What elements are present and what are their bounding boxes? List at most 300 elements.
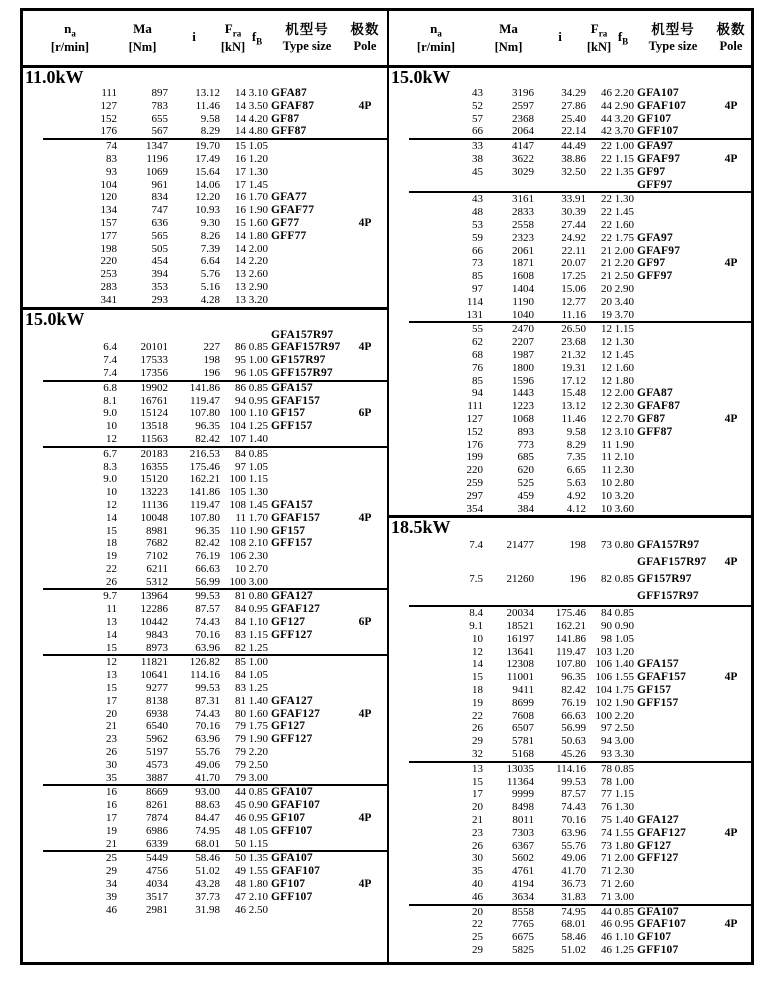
spec-row <box>23 179 387 192</box>
type-size-cell: GF107 <box>637 112 672 125</box>
spec-row <box>389 179 751 192</box>
pole-cell <box>712 336 750 349</box>
fra-cell: 95 <box>235 354 246 367</box>
type-size-label-en: Type size <box>648 38 698 53</box>
spec-block <box>23 448 387 589</box>
type-size-cell: GFF157R97 <box>271 366 333 379</box>
na-cell: 45 <box>472 165 483 178</box>
ma-cell: 1040 <box>512 308 534 321</box>
fra-cell: 12 <box>601 412 612 425</box>
ma-cell: 20101 <box>140 341 168 354</box>
pole-cell <box>346 395 384 408</box>
fb-cell: 0.90 <box>248 799 268 812</box>
pole-cell <box>712 387 750 400</box>
spec-row <box>389 891 751 904</box>
na-cell: 68 <box>472 348 483 361</box>
ma-cell: 1987 <box>512 348 534 361</box>
fb-cell: 1.25 <box>614 944 634 957</box>
col-header-na <box>51 21 89 54</box>
fra-cell: 98 <box>601 632 612 645</box>
ratio-cell: 26.50 <box>561 323 586 336</box>
spec-row <box>389 827 751 840</box>
fb-cell: 1.10 <box>614 931 634 944</box>
na-cell: 8.1 <box>103 394 117 407</box>
spec-row <box>389 193 751 206</box>
type-size-cell: GFAF157 <box>271 394 321 407</box>
fra-cell: 12 <box>601 323 612 336</box>
ratio-cell: 15.06 <box>561 282 586 295</box>
na-cell: 13 <box>106 669 117 682</box>
fb-cell: 1.00 <box>248 656 268 669</box>
fra-cell: 78 <box>601 775 612 788</box>
ratio-cell: 9.58 <box>200 112 220 125</box>
type-size-cell: GFAF97 <box>637 244 681 257</box>
pole-cell <box>712 87 750 100</box>
ma-cell: 7765 <box>512 918 534 931</box>
na-cell: 220 <box>466 464 483 477</box>
pole-cell <box>712 270 750 283</box>
ma-cell: 1068 <box>512 412 534 425</box>
ma-cell: 459 <box>517 489 534 502</box>
ratio-cell: 30.39 <box>561 206 586 219</box>
type-size-cell <box>634 336 712 349</box>
ratio-cell: 70.16 <box>195 628 220 641</box>
pole-cell: 4P <box>724 152 738 165</box>
fb-cell: 2.10 <box>248 537 268 550</box>
spec-row <box>23 407 387 420</box>
fra-cell: 21 <box>601 244 612 257</box>
spec-row <box>389 113 751 126</box>
pole-cell <box>712 140 750 153</box>
ma-cell: 2470 <box>512 323 534 336</box>
na-cell: 25 <box>106 852 117 865</box>
type-size-cell <box>634 735 712 748</box>
fra-cell: 44 <box>601 112 612 125</box>
fb-cell: 2.80 <box>614 476 634 489</box>
spec-block <box>389 140 751 191</box>
na-cell: 26 <box>106 746 117 759</box>
na-cell: 29 <box>472 944 483 957</box>
type-size-cell: GF127 <box>637 839 672 852</box>
spec-row <box>23 255 387 268</box>
fb-cell: 1.55 <box>614 671 634 684</box>
fb-cell: 2.00 <box>614 244 634 257</box>
spec-block <box>389 87 751 138</box>
ma-cell: 2558 <box>512 218 534 231</box>
fra-cell: 83 <box>235 682 246 695</box>
ratio-cell: 82.42 <box>561 684 586 697</box>
fra-cell: 84 <box>235 447 246 460</box>
ratio-cell: 9.30 <box>200 216 220 229</box>
type-size-cell: GFA127 <box>637 814 679 827</box>
spec-row <box>23 576 387 589</box>
type-size-cell: GFAF87 <box>637 400 681 413</box>
ma-cell: 3887 <box>146 771 168 784</box>
ratio-cell: 17.12 <box>561 374 586 387</box>
type-size-cell <box>634 763 712 776</box>
type-size-cell: GFAF157R97 <box>271 341 341 354</box>
ratio-symbol: i <box>192 28 196 44</box>
ratio-cell: 5.16 <box>200 280 220 293</box>
ratio-cell: 23.68 <box>561 336 586 349</box>
type-size-cell <box>268 486 346 499</box>
ma-cell: 21477 <box>506 539 534 552</box>
na-cell: 111 <box>467 400 483 413</box>
col-header-ma <box>129 21 157 54</box>
spec-row <box>23 499 387 512</box>
type-size-cell <box>268 669 346 682</box>
ratio-cell: 162.21 <box>555 620 586 633</box>
fb-cell: 1.45 <box>248 498 268 511</box>
type-size-cell <box>268 563 346 576</box>
spec-row <box>23 825 387 838</box>
fra-cell: 22 <box>601 165 612 178</box>
pole-cell <box>346 733 384 746</box>
pole-cell: 4P <box>724 918 738 931</box>
type-size-cell <box>634 296 712 309</box>
ma-cell: 8498 <box>512 801 534 814</box>
ma-cell: 1800 <box>512 361 534 374</box>
ma-cell: 1223 <box>512 400 534 413</box>
fb-cell: 0.95 <box>248 603 268 616</box>
ma-cell: 7303 <box>512 826 534 839</box>
ma-cell: 7682 <box>146 537 168 550</box>
fb-cell: 2.60 <box>614 878 634 891</box>
na-cell: 29 <box>472 735 483 748</box>
pole-cell <box>712 944 750 957</box>
fra-cell: 84 <box>601 607 612 620</box>
ma-cell: 6367 <box>512 839 534 852</box>
na-cell: 10 <box>106 420 117 433</box>
type-size-cell <box>268 243 346 256</box>
fb-cell: 1.90 <box>614 438 634 451</box>
pole-cell <box>346 87 384 100</box>
ma-cell: 5197 <box>146 746 168 759</box>
type-size-cell: GFF107 <box>271 824 313 837</box>
fb-cell: 1.05 <box>248 460 268 473</box>
ma-cell: 6938 <box>146 707 168 720</box>
na-cell: 62 <box>472 336 483 349</box>
na-cell: 131 <box>466 308 483 321</box>
pole-cell <box>346 486 384 499</box>
fb-cell: 1.80 <box>248 878 268 891</box>
ma-cell: 394 <box>151 268 168 281</box>
ma-cell: 6675 <box>512 931 534 944</box>
spec-row <box>389 620 751 633</box>
ma-cell: 2597 <box>512 99 534 112</box>
pole-cell <box>346 629 384 642</box>
spec-row <box>23 473 387 486</box>
type-size-cell: GF157 <box>271 524 306 537</box>
ratio-cell: 58.46 <box>195 852 220 865</box>
type-size-cell: GFA107 <box>637 905 679 918</box>
fra-cell: 12 <box>601 425 612 438</box>
type-size-cell: GF107 <box>271 878 306 891</box>
fb-cell: 2.20 <box>248 255 268 268</box>
spec-row <box>389 646 751 659</box>
ma-cell: 4756 <box>146 865 168 878</box>
spec-row <box>23 217 387 230</box>
fb-cell: 0.85 <box>614 905 634 918</box>
na-cell <box>389 588 483 605</box>
fra-cell: 50 <box>235 852 246 865</box>
spec-row <box>23 720 387 733</box>
spec-row <box>389 684 751 697</box>
ma-cell: 16355 <box>140 460 168 473</box>
fb-cell: 1.30 <box>248 486 268 499</box>
type-size-cell <box>268 294 346 307</box>
fra-cell: 108 <box>229 537 246 550</box>
fb-cell: 1.15 <box>248 837 268 850</box>
fra-cell: 11 <box>601 451 612 464</box>
type-size-cell <box>268 656 346 669</box>
na-cell: 15 <box>106 524 117 537</box>
fra-cell: 82 <box>601 573 612 586</box>
ma-cell: 8973 <box>146 641 168 654</box>
ma-cell: 2061 <box>512 244 534 257</box>
spec-row <box>23 382 387 395</box>
ratio-cell: 9.58 <box>566 425 586 438</box>
ma-cell: 6540 <box>146 720 168 733</box>
spec-block <box>23 329 387 380</box>
fb-cell: 1.25 <box>248 682 268 695</box>
fra-cell: 20 <box>601 295 612 308</box>
pole-cell <box>346 695 384 708</box>
fb-cell <box>612 554 634 571</box>
fb-cell: 1.55 <box>248 865 268 878</box>
ratio-cell: 119.47 <box>556 645 586 658</box>
type-size-cell: GFF77 <box>271 229 307 242</box>
na-cell: 259 <box>466 476 483 489</box>
na-cell: 21 <box>106 720 117 733</box>
type-size-cell <box>634 776 712 789</box>
ratio-cell: 36.73 <box>561 878 586 891</box>
type-size-cell: GFF107 <box>271 890 313 903</box>
spec-row <box>389 362 751 375</box>
ratio-cell: 38.86 <box>561 152 586 165</box>
fra-cell: 79 <box>235 746 246 759</box>
spec-row <box>23 878 387 891</box>
pole-cell <box>346 153 384 166</box>
spec-row <box>389 763 751 776</box>
fb-cell: 0.85 <box>248 447 268 460</box>
fra-cell: 106 <box>229 550 246 563</box>
type-size-cell: GFF157 <box>637 696 679 709</box>
pole-cell <box>346 720 384 733</box>
col-header-na <box>417 21 455 54</box>
ma-cell: 10641 <box>140 669 168 682</box>
ma-cell: 5312 <box>146 575 168 588</box>
ratio-cell: 41.70 <box>561 865 586 878</box>
ratio-cell: 32.50 <box>561 165 586 178</box>
ratio-cell: 51.02 <box>195 865 220 878</box>
spec-row <box>389 571 751 588</box>
na-cell: 17 <box>472 788 483 801</box>
fra-cell: 106 <box>595 658 612 671</box>
fb-cell: 3.50 <box>248 99 268 112</box>
spec-row <box>389 697 751 710</box>
fra-cell: 94 <box>235 394 246 407</box>
pole-cell <box>346 191 384 204</box>
spec-row <box>23 243 387 256</box>
power-rating-title: 18.5kW <box>391 517 451 538</box>
ma-cell: 13035 <box>506 762 534 775</box>
ma-cell: 655 <box>151 112 168 125</box>
ma-cell: 13641 <box>506 645 534 658</box>
fb-cell: 1.70 <box>248 511 268 524</box>
ma-cell: 8669 <box>146 786 168 799</box>
spec-row <box>23 268 387 281</box>
ratio-cell: 82.42 <box>195 432 220 445</box>
right-panel-body <box>389 68 751 962</box>
ma-cell: 20034 <box>506 607 534 620</box>
ratio-cell: 19.31 <box>561 361 586 374</box>
ma-cell: 11364 <box>506 775 534 788</box>
spec-row <box>389 349 751 362</box>
type-size-cell <box>634 283 712 296</box>
spec-block <box>389 323 751 515</box>
ma-cell: 2981 <box>146 903 168 916</box>
pole-cell <box>346 461 384 474</box>
pole-cell: 6P <box>358 616 372 629</box>
ma-cell: 13964 <box>140 590 168 603</box>
fra-cell: 10 <box>601 476 612 489</box>
ma-cell: 5781 <box>512 735 534 748</box>
fra-cell: 86 <box>235 341 246 354</box>
na-cell: 43 <box>472 87 483 99</box>
ma-cell: 454 <box>151 255 168 268</box>
fra-cell: 85 <box>235 656 246 669</box>
na-cell: 13 <box>472 762 483 775</box>
type-size-cell: GFAF107 <box>271 799 321 812</box>
ratio-cell: 11.46 <box>195 99 220 112</box>
fb-cell: 2.10 <box>248 890 268 903</box>
ratio-cell: 93.00 <box>195 786 220 799</box>
fb-cell: 2.20 <box>614 257 634 270</box>
na-cell: 176 <box>466 438 483 451</box>
ma-cell: 1190 <box>512 295 534 308</box>
ratio-cell: 68.01 <box>195 837 220 850</box>
col-header-fra <box>587 21 611 54</box>
ratio-cell: 27.44 <box>561 218 586 231</box>
ratio-cell: 34.29 <box>561 87 586 99</box>
na-cell: 20 <box>472 801 483 814</box>
spec-row <box>23 341 387 354</box>
power-rating-title: 15.0kW <box>391 67 451 87</box>
ratio-cell: 55.76 <box>195 746 220 759</box>
na-cell: 152 <box>466 425 483 438</box>
fra-cell: 47 <box>235 890 246 903</box>
type-size-cell <box>634 748 712 761</box>
pole-cell <box>346 825 384 838</box>
pole-cell <box>712 931 750 944</box>
na-cell: 120 <box>100 191 117 204</box>
type-size-cell: GF107 <box>271 812 306 825</box>
ratio-cell: 74.43 <box>561 801 586 814</box>
type-size-cell: GFA157R97 <box>637 539 700 552</box>
fra-cell: 71 <box>601 852 612 865</box>
ma-cell: 10048 <box>140 511 168 524</box>
pole-cell <box>346 838 384 851</box>
fra-cell: 82 <box>235 641 246 654</box>
fb-cell <box>612 588 634 605</box>
ratio-cell: 66.63 <box>561 709 586 722</box>
na-cell: 21 <box>472 814 483 827</box>
fra-cell: 19 <box>601 308 612 321</box>
fb-cell: 2.60 <box>248 268 268 281</box>
type-size-cell <box>634 633 712 646</box>
fb-cell: 1.25 <box>248 641 268 654</box>
spec-row <box>389 776 751 789</box>
ratio-cell: 119.47 <box>190 394 220 407</box>
fb-cell: 1.90 <box>248 524 268 537</box>
fra-cell: 13 <box>235 280 246 293</box>
ma-cell: 2323 <box>512 231 534 244</box>
fra-cell: 46 <box>601 918 612 931</box>
ma-cell: 18521 <box>506 620 534 633</box>
type-size-cell <box>634 788 712 801</box>
pole-cell <box>346 746 384 759</box>
ratio-cell: 96.35 <box>561 671 586 684</box>
pole-cell <box>712 537 750 554</box>
fb-cell: 1.20 <box>614 645 634 658</box>
type-size-cell <box>634 464 712 477</box>
pole-cell <box>346 354 384 367</box>
pole-cell <box>712 206 750 219</box>
type-size-cell <box>268 153 346 166</box>
type-size-cell <box>634 477 712 490</box>
na-cell: 8.3 <box>103 460 117 473</box>
fb-cell: 4.80 <box>248 125 268 138</box>
na-cell: 23 <box>106 733 117 746</box>
fb-cell: 0.85 <box>248 341 268 354</box>
fb-cell: 2.10 <box>614 451 634 464</box>
type-size-cell: GF87 <box>637 412 666 425</box>
ma-cell: 636 <box>151 216 168 229</box>
fra-cell: 46 <box>235 903 246 916</box>
ma-cell: 1347 <box>146 140 168 153</box>
fb-cell: 1.05 <box>248 140 268 153</box>
na-cell: 53 <box>472 218 483 231</box>
fra-cell: 100 <box>229 575 246 588</box>
spec-row <box>389 270 751 283</box>
type-size-cell: GF127 <box>271 720 306 733</box>
fra-cell: 12 <box>601 387 612 400</box>
power-rating-title: 15.0kW <box>25 308 85 329</box>
ma-cell: 3634 <box>512 890 534 903</box>
pole-cell <box>346 243 384 256</box>
ratio-cell: 49.06 <box>561 852 586 865</box>
ma-cell: 13518 <box>140 420 168 433</box>
pole-cell <box>712 571 750 588</box>
ratio-cell: 17.49 <box>195 152 220 165</box>
ma-cell: 11136 <box>141 498 168 511</box>
fb-cell: 1.55 <box>614 826 634 839</box>
pole-cell <box>712 232 750 245</box>
ratio-cell: 51.02 <box>561 944 586 957</box>
fb-cell: 0.85 <box>614 762 634 775</box>
pole-cell: 4P <box>724 257 738 270</box>
na-cell <box>389 554 483 571</box>
na-cell: 17 <box>106 812 117 825</box>
ratio-cell <box>534 588 586 605</box>
ratio-cell: 31.98 <box>195 903 220 916</box>
pole-cell <box>346 367 384 380</box>
spec-row <box>23 153 387 166</box>
fra-cell: 84 <box>235 669 246 682</box>
fb-cell: 1.15 <box>614 788 634 801</box>
pole-cell <box>346 576 384 589</box>
